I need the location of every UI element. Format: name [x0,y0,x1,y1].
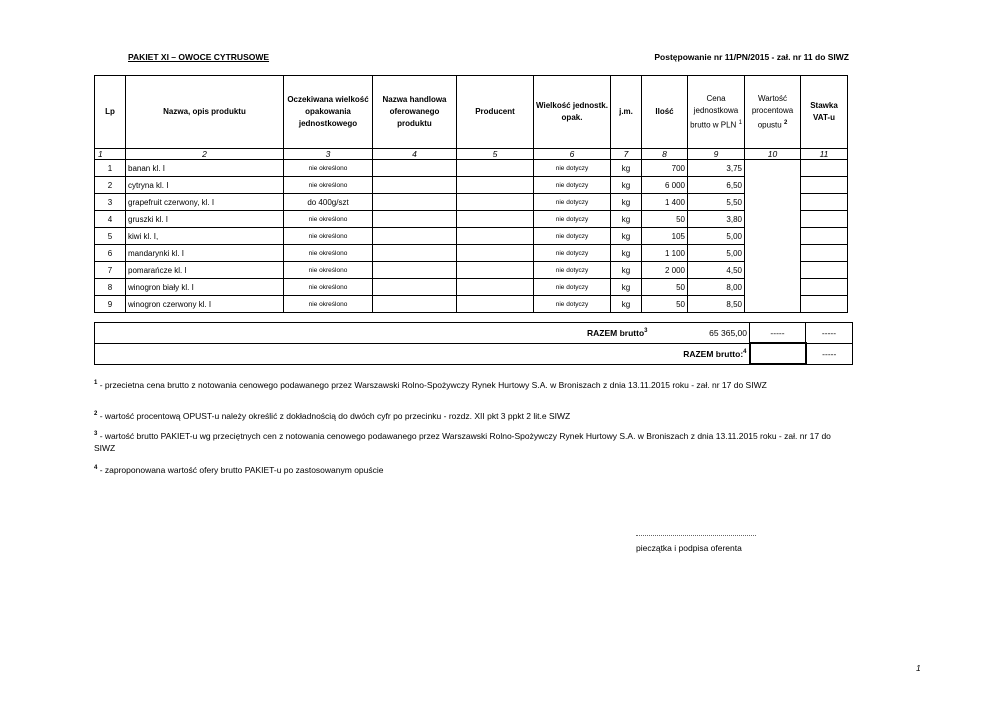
razem-discount-cell: ----- [750,323,806,344]
row-vat[interactable] [801,245,848,262]
procedure-reference: Postępowanie nr 11/PN/2015 - zał. nr 11 do SIWZ [654,52,849,62]
col-header-qty: Ilość [642,76,688,149]
row-unit-size: nie dotyczy [534,160,611,177]
razem-label: RAZEM brutto$^3$ [95,323,650,344]
col-header-price: Cena jednostkowa brutto w PLN $^1$ [688,76,745,149]
row-jm: kg [611,211,642,228]
col-number: 2 [126,149,284,160]
col-header-lp: Lp [95,76,126,149]
razem2-vat-cell: ----- [806,343,853,364]
row-qty: 1 100 [642,245,688,262]
row-lp: 6 [95,245,126,262]
razem-value: 65 365,00 [650,323,750,344]
row-producer[interactable] [457,194,534,211]
row-discount[interactable] [745,194,801,211]
row-vat[interactable] [801,296,848,313]
table-row [95,279,848,296]
row-producer[interactable] [457,296,534,313]
table-row [95,177,848,194]
row-vat[interactable] [801,279,848,296]
table-row [95,160,848,177]
col-number: 6 [534,149,611,160]
row-name: gruszki kl. I [126,211,284,228]
table-row [95,228,848,245]
row-price: 3,75 [688,160,745,177]
row-jm: kg [611,245,642,262]
razem-vat-cell: ----- [806,323,853,344]
col-header-pack: Oczekiwana wielkość opakowania jednostkowego [284,76,373,149]
row-qty: 6 000 [642,177,688,194]
row-price: 6,50 [688,177,745,194]
row-lp: 9 [95,296,126,313]
row-unit-size: nie dotyczy [534,194,611,211]
table-row [95,262,848,279]
row-jm: kg [611,279,642,296]
row-producer[interactable] [457,228,534,245]
row-discount[interactable] [745,160,801,177]
row-lp: 2 [95,177,126,194]
col-number: 8 [642,149,688,160]
row-discount[interactable] [745,211,801,228]
row-vat[interactable] [801,160,848,177]
row-name: banan kl. I [126,160,284,177]
row-lp: 5 [95,228,126,245]
row-pack: nie określono [284,160,373,177]
row-pack: nie określono [284,245,373,262]
col-header-vat: Stawka VAT-u [801,76,848,149]
col-number: 11 [801,149,848,160]
row-discount[interactable] [745,228,801,245]
row-name: mandarynki kl. I [126,245,284,262]
row-unit-size: nie dotyczy [534,296,611,313]
row-discount[interactable] [745,262,801,279]
row-trade-name[interactable] [373,228,457,245]
col-header-producer: Producent [457,76,534,149]
row-qty: 1 400 [642,194,688,211]
products-table [94,75,848,313]
col-header-discount: Wartość procentowa opustu $^2$ [745,76,801,149]
razem2-label: RAZEM brutto:$^4$ [95,343,750,364]
row-name: winogron biały kl. I [126,279,284,296]
summary-table [94,322,853,365]
row-producer[interactable] [457,160,534,177]
row-trade-name[interactable] [373,245,457,262]
offer-value-input-cell[interactable] [750,343,806,364]
row-unit-size: nie dotyczy [534,279,611,296]
row-pack: nie określono [284,177,373,194]
row-vat[interactable] [801,194,848,211]
row-unit-size: nie dotyczy [534,228,611,245]
row-lp: 4 [95,211,126,228]
row-producer[interactable] [457,279,534,296]
row-lp: 7 [95,262,126,279]
row-pack: nie określono [284,279,373,296]
row-price: 3,80 [688,211,745,228]
row-lp: 3 [95,194,126,211]
table-row [95,194,848,211]
row-name: winogron czerwony kl. I [126,296,284,313]
row-producer[interactable] [457,262,534,279]
row-trade-name[interactable] [373,279,457,296]
row-pack: nie określono [284,211,373,228]
row-qty: 105 [642,228,688,245]
row-jm: kg [611,160,642,177]
row-vat[interactable] [801,228,848,245]
page-number: 1 [916,663,921,673]
signature-line [636,535,756,536]
table-header-row [95,76,848,149]
row-trade-name[interactable] [373,262,457,279]
row-name: cytryna kl. I [126,177,284,194]
row-discount[interactable] [745,245,801,262]
row-vat[interactable] [801,211,848,228]
table-row [95,245,848,262]
col-header-jm: j.m. [611,76,642,149]
row-name: grapefruit czerwony, kl. I [126,194,284,211]
col-header-trade-name: Nazwa handlowa oferowanego produktu [373,76,457,149]
row-jm: kg [611,177,642,194]
row-discount[interactable] [745,296,801,313]
row-trade-name[interactable] [373,211,457,228]
row-unit-size: nie dotyczy [534,262,611,279]
row-lp: 8 [95,279,126,296]
table-row [95,296,848,313]
package-title: PAKIET XI – OWOCE CYTRUSOWE [128,52,270,62]
row-unit-size: nie dotyczy [534,177,611,194]
col-header-name: Nazwa, opis produktu [126,76,284,149]
row-pack: nie określono [284,296,373,313]
row-discount[interactable] [745,177,801,194]
col-number: 5 [457,149,534,160]
summary-row-gross [95,323,853,344]
row-trade-name[interactable] [373,177,457,194]
row-jm: kg [611,296,642,313]
col-number: 7 [611,149,642,160]
footnote-3: $^3$ - wartość brutto PAKIET-u wg przeciętnych cen z notowania cenowego podawanego przez Warszawski Rolno-Spożywczy Rynek Hurtowy S.A. w Broniszach z dnia 13.11.2015 roku - zał. nr 17 do SIWZ [94,430,831,453]
summary-row-offer [95,343,853,364]
column-number-row [95,149,848,160]
col-number: 4 [373,149,457,160]
row-price: 5,00 [688,228,745,245]
row-name: pomarańcze kl. I [126,262,284,279]
row-price: 8,50 [688,296,745,313]
row-producer[interactable] [457,177,534,194]
col-number: 9 [688,149,745,160]
col-number: 3 [284,149,373,160]
row-trade-name[interactable] [373,160,457,177]
table-row [95,211,848,228]
row-jm: kg [611,194,642,211]
row-price: 5,00 [688,245,745,262]
row-lp: 1 [95,160,126,177]
row-qty: 700 [642,160,688,177]
row-vat[interactable] [801,262,848,279]
row-vat[interactable] [801,177,848,194]
signature-caption: pieczątka i podpisa oferenta [636,543,742,553]
row-pack: do 400g/szt [284,194,373,211]
row-trade-name[interactable] [373,296,457,313]
row-price: 4,50 [688,262,745,279]
row-name: kiwi kl. I, [126,228,284,245]
row-qty: 50 [642,296,688,313]
row-pack: nie określono [284,228,373,245]
row-unit-size: nie dotyczy [534,211,611,228]
row-pack: nie określono [284,262,373,279]
col-header-unit-size: Wielkość jednostk. opak. [534,76,611,149]
row-producer[interactable] [457,245,534,262]
row-qty: 50 [642,211,688,228]
row-jm: kg [611,228,642,245]
footnote-2: $^2$ - wartość procentową OPUST-u należy określić z dokładnością do dwóch cyfr po przecinku - rozdz. XII pkt 3 ppkt 2 lit.e SIWZ [94,410,571,421]
col-number: 1 [95,149,126,160]
row-qty: 50 [642,279,688,296]
footnote-1: $^1$ - przecietna cena brutto z notowania cenowego podawanego przez Warszawski Rolno-Spożywczy Rynek Hurtowy S.A. w Broniszach z dnia 13.11.2015 roku - zał. nr 17 do SIWZ [94,379,767,390]
col-number: 10 [745,149,801,160]
row-discount[interactable] [745,279,801,296]
row-price: 5,50 [688,194,745,211]
row-jm: kg [611,262,642,279]
row-unit-size: nie dotyczy [534,245,611,262]
row-qty: 2 000 [642,262,688,279]
row-price: 8,00 [688,279,745,296]
footnote-4: $^4$ - zaproponowana wartość ofery brutto PAKIET-u po zastosowanym opuście [94,464,384,475]
row-trade-name[interactable] [373,194,457,211]
row-producer[interactable] [457,211,534,228]
